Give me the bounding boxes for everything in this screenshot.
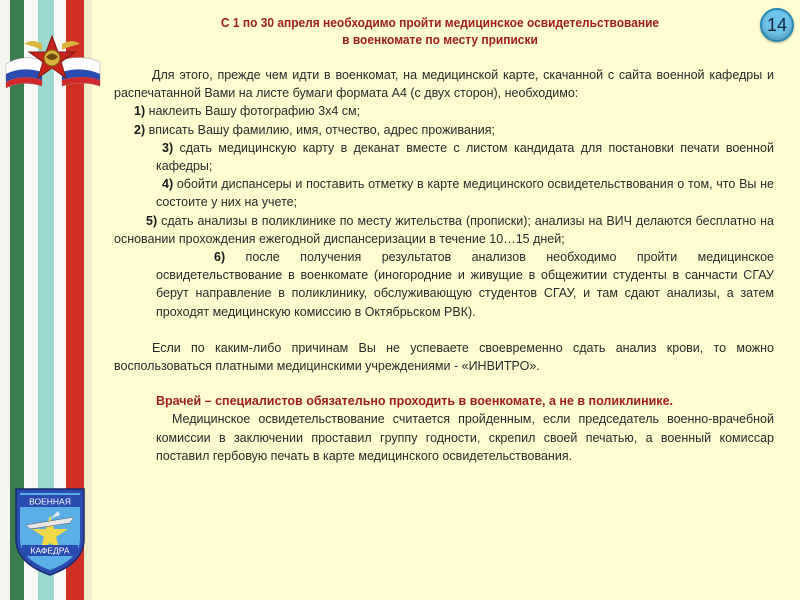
list-number: 2) [134,122,146,137]
list-item [114,248,774,321]
list-text: наклеить Вашу фотографию 3х4 см; [148,104,361,119]
note-paragraph: Если по каким-либо причинам Вы не успеваете своевременно сдать анализ крови, то можно воспользоваться платными медицинскими учреждениями - «ИНВИТРО». [114,340,774,374]
list-number: 1) [134,104,146,119]
list-item [114,212,774,248]
emblem-top-text: ВОЕННАЯ [29,496,71,507]
final-paragraph: Медицинское освидетельствование считается пройденным, если председатель военно-врачебной комиссии в заключении проставил группу годности, скрепил своей печатью, а военный комиссар поставил гербовую печать в карте медицинского освидетельствования. [156,412,774,463]
list-number: 5) [146,213,158,228]
list-number: 4) [162,177,174,192]
list-number: 3) [162,140,174,155]
page-title [146,14,735,48]
document-body [114,66,774,465]
warning-text: Врачей – специалистов обязательно проходить в военкомате, а не в поликлинике. [156,394,673,409]
list-text: обойти диспансеры и поставить отметку в карте медицинского освидетельствования о том, что Вы не состоите у них на учете; [156,177,774,210]
list-text: вписать Вашу фамилию, имя, отчество, адрес проживания; [148,122,495,137]
list-text: сдать анализы в поликлинике по месту жительства (прописки); анализы на ВИЧ делаются бесплатно на основании прохождения ежегодной диспансеризации в течение 10…15 дней; [114,213,774,246]
military-emblem-icon [2,30,102,92]
list-item [114,102,774,120]
page-number: 14 [766,14,788,35]
list-text: сдать медицинскую карту в деканат вместе с листом кандидата для постановки печати военной кафедры; [156,140,774,174]
emblem-bottom-text: КАФЕДРА [30,545,70,556]
title-line: в военкомате по месту приписки [342,32,538,47]
list-item [114,121,774,139]
list-number: 6) [214,250,226,265]
title-line: С 1 по 30 апреля необходимо пройти медицинское освидетельствование [220,15,660,30]
spacer [114,321,774,339]
page-number-badge [760,8,794,42]
intro-paragraph: Для этого, прежде чем идти в военкомат, на медицинской карте, скачанной с сайта военной кафедры и распечатанной Вами на листе бумаги формата А4 (с двух сторон), необходимо: [114,68,774,101]
shield-emblem-icon [10,485,90,577]
list-item [114,139,774,175]
list-item [114,175,774,211]
list-text: после получения результатов анализов необходимо пройти медицинское освидетельствование в военкомате (иногородние и живущие в общежитии студенты в санчасти СГАУ берут направление в поликлинику, обслуживающую студентов СГАУ, и там сдают анализы, а затем проходят медицинскую комиссию в Октябрьском РВК). [156,250,774,319]
spacer [114,375,774,392]
